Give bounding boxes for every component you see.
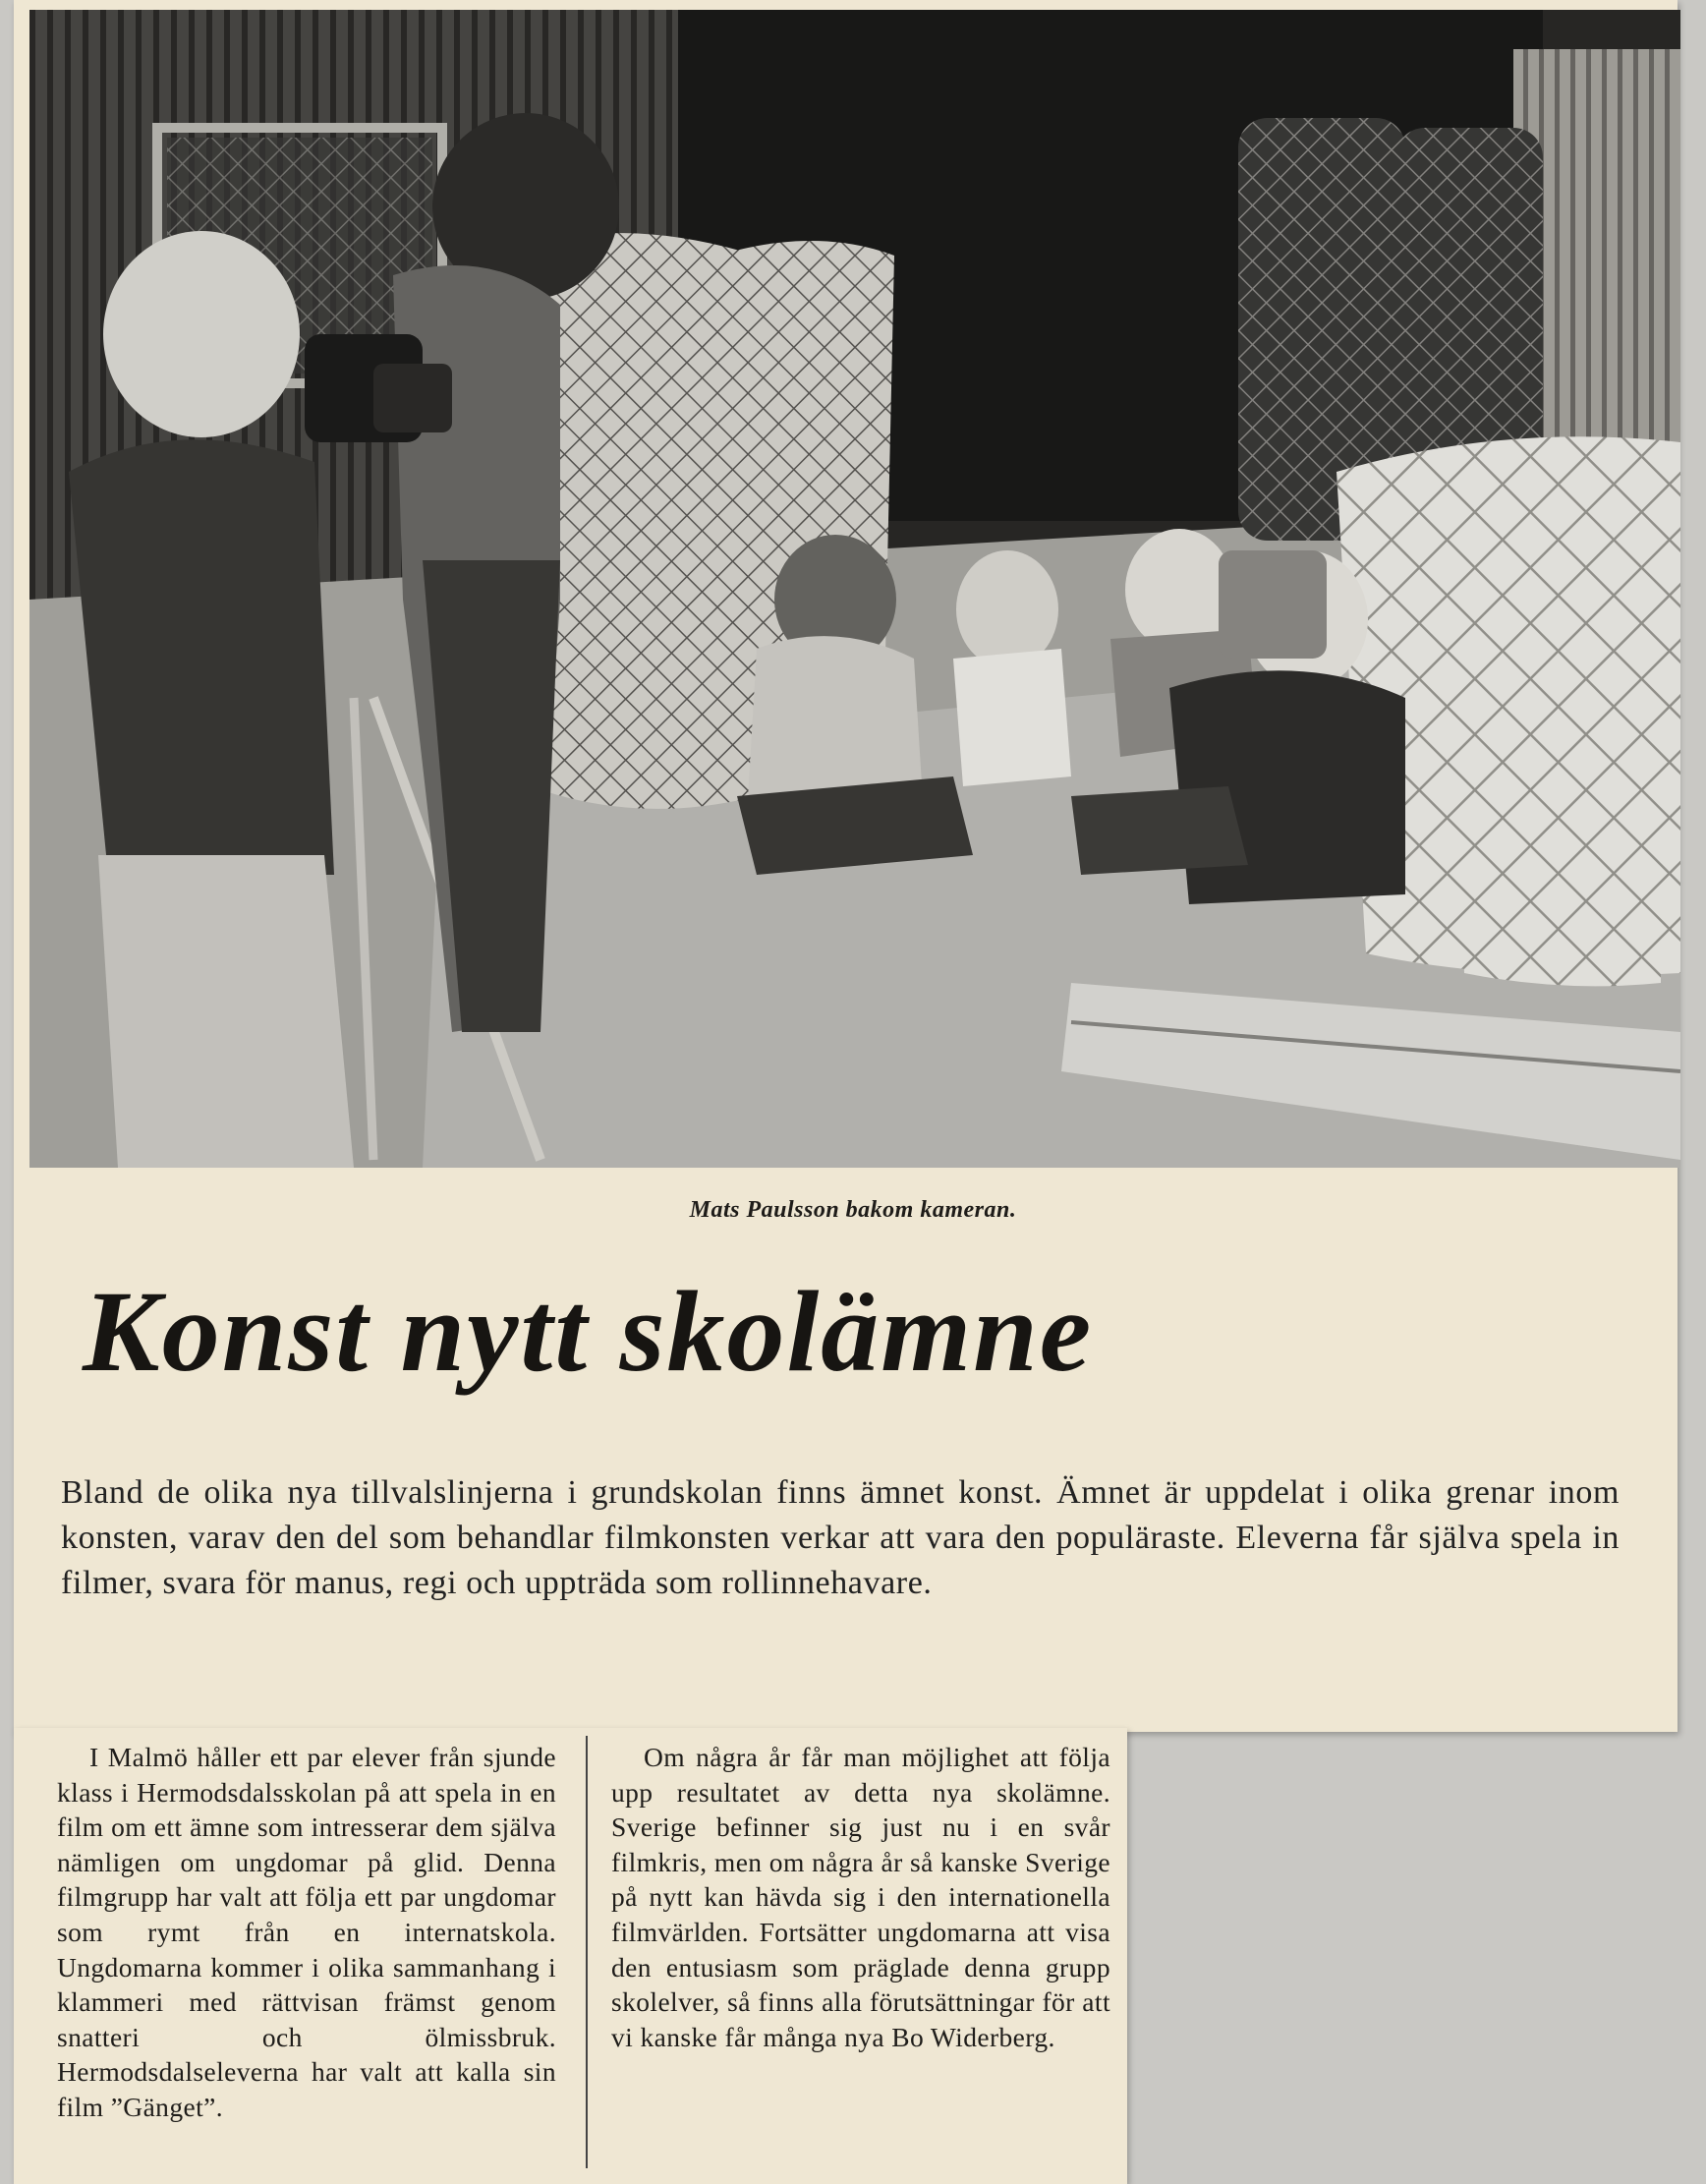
lead-paragraph: Bland de olika nya tillvalslinjerna i grundskolan finns ämnet konst. Ämnet är uppdelat i olika grenar inom konsten, varav den del som behandlar filmkonsten verkar att vara den populäraste. Eleverna får själva spela in filmer, svara för manus, regi och uppträda som rollinnehavare. — [61, 1474, 1620, 1601]
article-column-right — [611, 1740, 1110, 2054]
article-column-left — [57, 1740, 556, 2125]
page-title: Konst nytt skolämne — [83, 1267, 1094, 1396]
news-photo — [29, 10, 1680, 1168]
photo-caption: Mats Paulsson bakom kameran. — [689, 1197, 1017, 1223]
article-text-left: I Malmö håller ett par elever från sjunde klass i Hermodsdalsskolan på att spela in en film om ett ämne som intresserar dem själva nämligen om ungdomar på glid. Denna filmgrupp har valt att följa ett par ungdomar som rymt från en internatskola. Ungdomarna kommer i olika sammanhang i klammeri med rättvisan främst genom snatteri och ölmissbruk. Hermodsdalseleverna har valt att kalla sin film ”Gänget”. — [57, 1742, 556, 2122]
article-text-right: Om några år får man möjlighet att följa upp resultatet av detta nya skolämne. Sverige befinner sig just nu i en svår filmkris, men om några år så kanske Sverige på nytt kan hävda sig i den internationella filmvärlden. Fortsätter ungdomarna att visa den entusiasm som präglade denna grupp skolelver, så finns alla förutsättningar för att vi kanske får många nya Bo Widerberg. — [611, 1742, 1110, 2052]
column-divider — [586, 1736, 588, 2168]
